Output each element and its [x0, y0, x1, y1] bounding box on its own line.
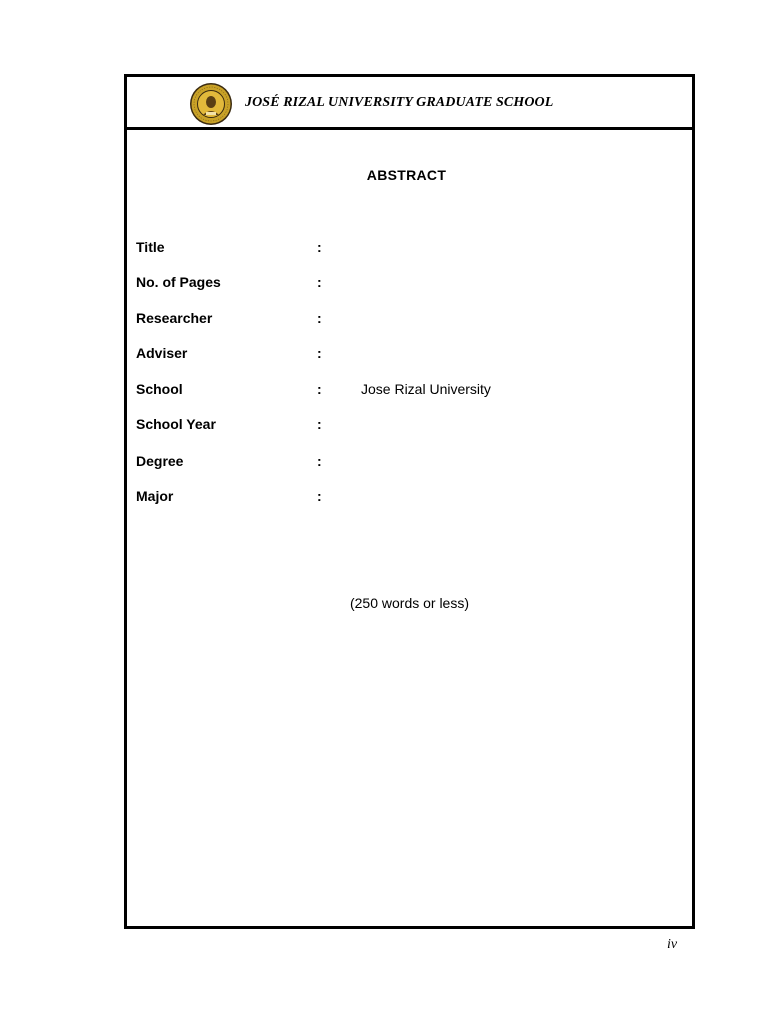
form-header	[127, 77, 692, 130]
field-colon: :	[317, 310, 322, 326]
field-value: Jose Rizal University	[361, 381, 491, 397]
field-label: School Year	[136, 416, 216, 432]
field-label: School	[136, 381, 183, 397]
abstract-form-frame	[124, 74, 695, 929]
field-label: No. of Pages	[136, 274, 221, 290]
field-colon: :	[317, 416, 322, 432]
field-colon: :	[317, 453, 322, 469]
field-school	[136, 381, 676, 401]
word-limit-note: (250 words or less)	[349, 595, 470, 611]
field-label: Adviser	[136, 345, 188, 361]
university-seal-icon	[189, 82, 233, 126]
field-major	[136, 488, 676, 508]
field-label: Major	[136, 488, 174, 504]
abstract-heading	[127, 167, 692, 183]
field-colon: :	[317, 274, 322, 290]
field-title	[136, 239, 676, 259]
field-degree	[136, 453, 676, 473]
field-colon: :	[317, 239, 322, 255]
abstract-heading-text: ABSTRACT	[366, 167, 447, 183]
field-label: Title	[136, 239, 165, 255]
field-researcher	[136, 310, 676, 330]
field-school-year	[136, 416, 676, 436]
page-number: iv	[667, 937, 678, 952]
field-colon: :	[317, 345, 322, 361]
field-label: Degree	[136, 453, 184, 469]
university-title: JOSÉ RIZAL UNIVERSITY GRADUATE SCHOOL	[245, 95, 554, 110]
field-no-of-pages	[136, 274, 676, 294]
field-colon: :	[317, 488, 322, 504]
field-colon: :	[317, 381, 322, 397]
field-label: Researcher	[136, 310, 213, 326]
field-adviser	[136, 345, 676, 365]
